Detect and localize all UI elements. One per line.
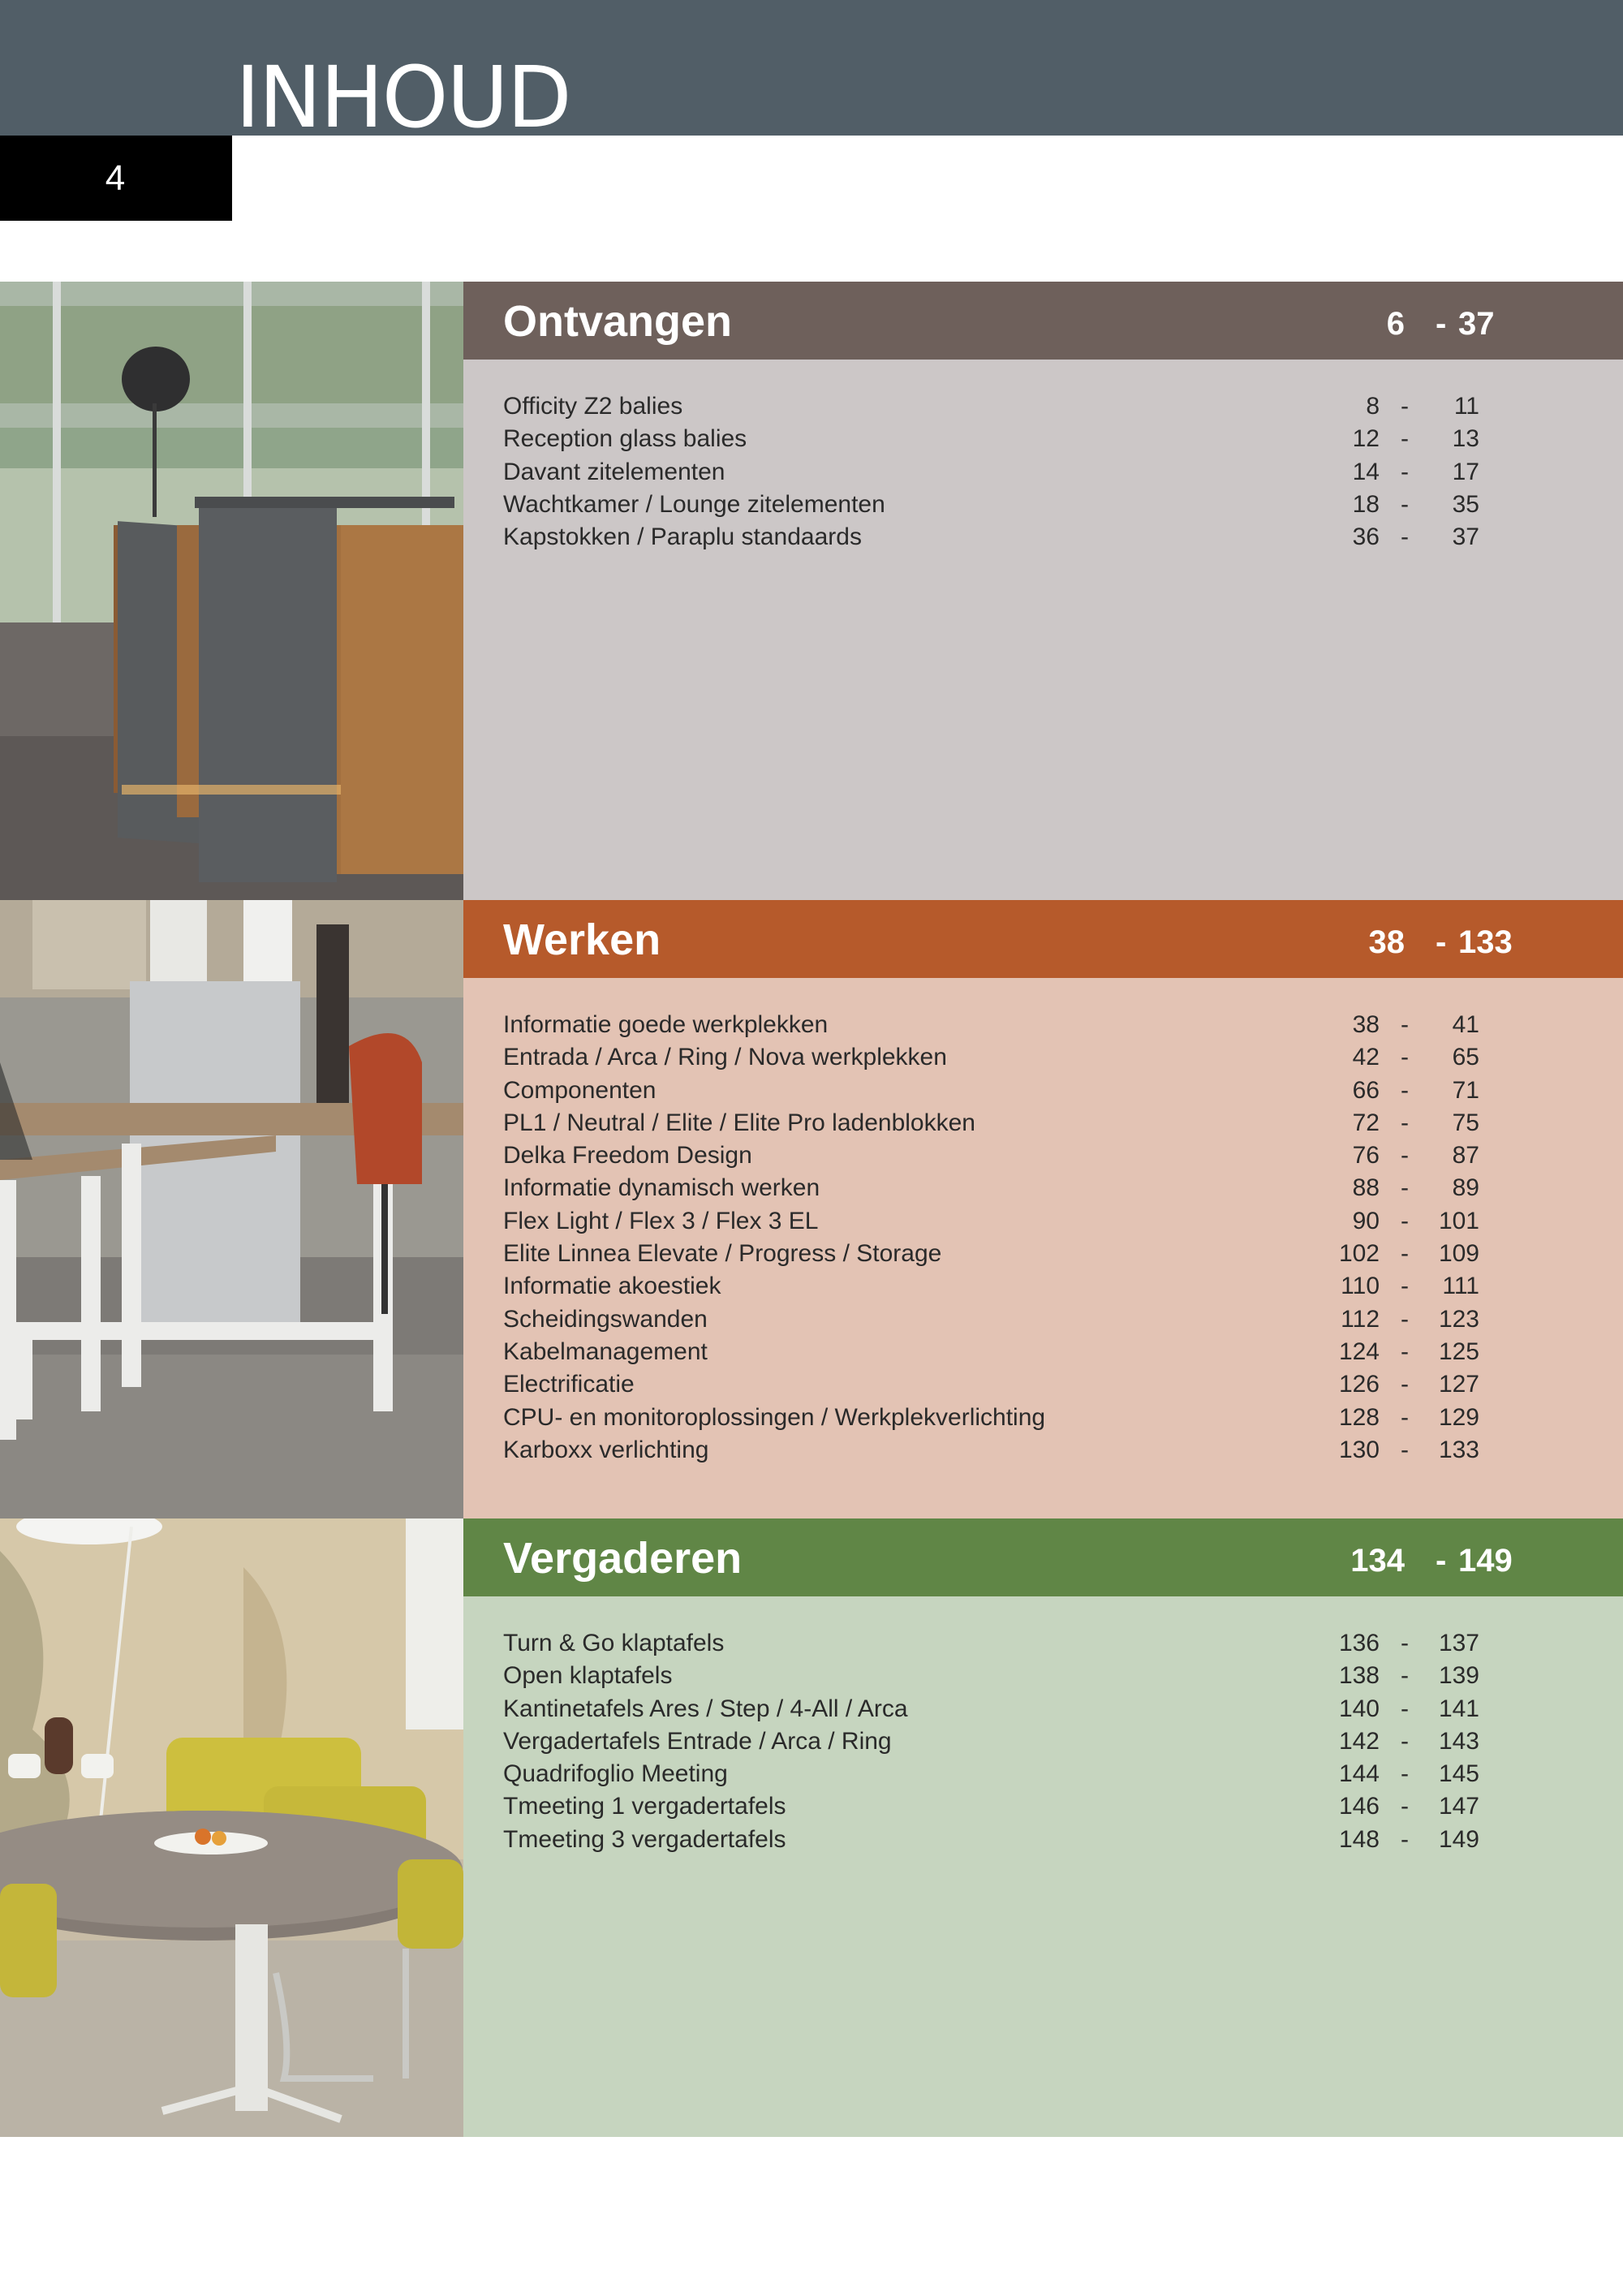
- toc-page-to: 125: [1438, 1338, 1479, 1365]
- toc-item-label: Reception glass balies: [503, 425, 747, 453]
- toc-page-from: 130: [1338, 1436, 1380, 1463]
- toc-page-dash: -: [1401, 1695, 1409, 1722]
- toc-page-from: 148: [1338, 1825, 1380, 1853]
- range-to: 37: [1458, 306, 1495, 342]
- toc-page-dash: -: [1401, 1044, 1409, 1071]
- toc-item-label: Kapstokken / Paraplu standaards: [503, 523, 862, 551]
- toc-page-from: 110: [1341, 1273, 1380, 1300]
- toc-page-dash: -: [1401, 1760, 1409, 1788]
- toc-item[interactable]: [503, 1208, 1591, 1240]
- toc-page-from: 36: [1352, 523, 1380, 551]
- range-from: 134: [1350, 1543, 1405, 1579]
- toc-item[interactable]: [503, 1728, 1591, 1760]
- toc-page-dash: -: [1401, 1142, 1409, 1170]
- toc-page-to: 141: [1438, 1695, 1479, 1722]
- toc-page-from: 8: [1366, 393, 1380, 420]
- toc-page-from: 146: [1338, 1793, 1380, 1820]
- section-body: [463, 282, 1623, 900]
- toc-item[interactable]: [503, 1044, 1591, 1076]
- section-header: [463, 900, 1623, 978]
- toc-item-label: Electrificatie: [503, 1371, 635, 1398]
- toc-page-from: 142: [1338, 1727, 1380, 1755]
- range-from: 38: [1368, 924, 1405, 960]
- toc-page-from: 90: [1352, 1207, 1380, 1234]
- toc-page-dash: -: [1401, 1273, 1409, 1300]
- toc-item[interactable]: [503, 1240, 1591, 1273]
- section-title: Ontvangen: [503, 297, 733, 346]
- toc-page-from: 72: [1352, 1109, 1380, 1136]
- toc-item-label: Kabelmanagement: [503, 1338, 708, 1365]
- toc-item[interactable]: [503, 1630, 1591, 1662]
- section-title: Vergaderen: [503, 1534, 743, 1583]
- reception-desk-photo: [0, 282, 463, 900]
- toc-page-to: 127: [1438, 1371, 1479, 1398]
- toc-page-to: 143: [1438, 1727, 1479, 1755]
- toc-page-from: 138: [1338, 1662, 1380, 1690]
- toc-page-to: 41: [1452, 1011, 1479, 1038]
- toc-item-label: Delka Freedom Design: [503, 1142, 752, 1170]
- section-panel: [463, 900, 1623, 1518]
- toc-page-from: 66: [1352, 1076, 1380, 1104]
- toc-page-from: 124: [1338, 1338, 1380, 1365]
- toc-item-label: PL1 / Neutral / Elite / Elite Pro ladenblokken: [503, 1109, 975, 1136]
- toc-page-from: 42: [1352, 1044, 1380, 1071]
- toc-page-from: 144: [1338, 1760, 1380, 1788]
- toc-item-label: Scheidingswanden: [503, 1305, 708, 1333]
- toc-page-from: 128: [1338, 1403, 1380, 1431]
- toc-page-dash: -: [1401, 1305, 1409, 1333]
- toc-page-to: 75: [1452, 1109, 1479, 1136]
- toc-page-dash: -: [1401, 1825, 1409, 1853]
- toc-page-dash: -: [1401, 1338, 1409, 1365]
- toc-item-label: Elite Linnea Elevate / Progress / Storage: [503, 1240, 942, 1268]
- section-panel: [463, 1518, 1623, 2137]
- toc-page-to: 89: [1452, 1174, 1479, 1202]
- toc-page-from: 12: [1352, 425, 1380, 453]
- page-number-box: [0, 136, 232, 221]
- toc-item-label: Open klaptafels: [503, 1662, 673, 1690]
- toc-item-label: Tmeeting 1 vergadertafels: [503, 1793, 786, 1820]
- toc-page-from: 140: [1338, 1695, 1380, 1722]
- section-panel: [463, 282, 1623, 900]
- section-ontvangen: [0, 282, 1623, 900]
- toc-item[interactable]: [503, 1437, 1591, 1469]
- toc-page-to: 101: [1438, 1207, 1479, 1234]
- toc-list: [503, 1011, 1591, 1469]
- toc-page-dash: -: [1401, 1076, 1409, 1104]
- range-from: 6: [1386, 306, 1405, 342]
- toc-list: [503, 393, 1591, 556]
- toc-item[interactable]: [503, 393, 1591, 425]
- toc-item-label: Flex Light / Flex 3 / Flex 3 EL: [503, 1207, 819, 1234]
- toc-page-to: 133: [1438, 1436, 1479, 1463]
- toc-item[interactable]: [503, 491, 1591, 523]
- office-desks-photo: [0, 900, 463, 1518]
- toc-page-to: 87: [1452, 1142, 1479, 1170]
- toc-page-from: 102: [1338, 1240, 1380, 1268]
- toc-item[interactable]: [503, 1338, 1591, 1371]
- toc-page-from: 136: [1338, 1630, 1380, 1656]
- range-dash: -: [1436, 1543, 1447, 1579]
- toc-item-label: Componenten: [503, 1076, 657, 1104]
- toc-item-label: Karboxx verlichting: [503, 1436, 709, 1463]
- toc-page-dash: -: [1401, 393, 1409, 420]
- toc-item-label: CPU- en monitoroplossingen / Werkplekverlichting: [503, 1403, 1046, 1431]
- toc-item[interactable]: [503, 1760, 1591, 1793]
- range-to: 149: [1458, 1543, 1513, 1579]
- toc-page-dash: -: [1401, 1793, 1409, 1820]
- toc-page-to: 109: [1438, 1240, 1479, 1268]
- toc-item[interactable]: [503, 1142, 1591, 1174]
- toc-item-label: Informatie goede werkplekken: [503, 1011, 829, 1038]
- toc-page-to: 147: [1438, 1793, 1479, 1820]
- toc-page-dash: -: [1401, 1436, 1409, 1463]
- toc-page-dash: -: [1401, 1662, 1409, 1690]
- toc-page-from: 126: [1338, 1371, 1380, 1398]
- toc-list: [503, 1630, 1591, 1859]
- toc-item-label: Informatie akoestiek: [503, 1273, 721, 1300]
- toc-page-from: 38: [1352, 1011, 1380, 1038]
- toc-item-label: Informatie dynamisch werken: [503, 1174, 820, 1202]
- toc-page-to: 145: [1438, 1760, 1479, 1788]
- toc-page-to: 11: [1453, 393, 1479, 420]
- toc-item[interactable]: [503, 1371, 1591, 1403]
- toc-item[interactable]: [503, 1695, 1591, 1728]
- toc-page-dash: -: [1401, 1174, 1409, 1202]
- toc-page-dash: -: [1401, 1207, 1409, 1234]
- toc-item[interactable]: [503, 1273, 1591, 1305]
- toc-item-label: Vergadertafels Entrade / Arca / Ring: [503, 1727, 892, 1755]
- section-header: [463, 1518, 1623, 1596]
- toc-item[interactable]: [503, 1826, 1591, 1859]
- toc-page-dash: -: [1401, 458, 1409, 485]
- toc-item[interactable]: [503, 1662, 1591, 1695]
- toc-page-dash: -: [1401, 1109, 1409, 1136]
- section-header: [463, 282, 1623, 360]
- section-title: Werken: [503, 915, 661, 964]
- section-vergaderen: [0, 1518, 1623, 2137]
- page-title: INHOUD: [235, 48, 570, 147]
- toc-page-to: 111: [1442, 1273, 1479, 1300]
- toc-page-to: 37: [1452, 523, 1479, 551]
- meeting-table-photo: [0, 1518, 463, 2137]
- toc-page-to: 137: [1438, 1630, 1479, 1656]
- toc-page-dash: -: [1401, 1403, 1409, 1431]
- toc-item[interactable]: [503, 1793, 1591, 1825]
- toc-page-dash: -: [1401, 1727, 1409, 1755]
- toc-item-label: Wachtkamer / Lounge zitelementen: [503, 490, 885, 518]
- toc-item[interactable]: [503, 1174, 1591, 1207]
- toc-page-dash: -: [1401, 1240, 1409, 1268]
- toc-page-to: 35: [1452, 490, 1479, 518]
- toc-item-label: Tmeeting 3 vergadertafels: [503, 1825, 786, 1853]
- toc-item[interactable]: [503, 1404, 1591, 1437]
- toc-item[interactable]: [503, 523, 1591, 556]
- range-dash: -: [1436, 306, 1447, 342]
- toc-page-from: 76: [1352, 1142, 1380, 1170]
- toc-page-to: 65: [1452, 1044, 1479, 1071]
- toc-page-to: 13: [1452, 425, 1479, 453]
- toc-item-label: Kantinetafels Ares / Step / 4-All / Arca: [503, 1695, 908, 1722]
- toc-page-from: 14: [1352, 458, 1380, 485]
- range-to: 133: [1458, 924, 1513, 960]
- toc-page-from: 88: [1352, 1174, 1380, 1202]
- page-number: 4: [105, 157, 126, 198]
- toc-page-from: 112: [1341, 1305, 1380, 1333]
- section-werken: [0, 900, 1623, 1518]
- toc-item[interactable]: [503, 1306, 1591, 1338]
- toc-item[interactable]: [503, 1077, 1591, 1109]
- toc-item-label: Davant zitelementen: [503, 458, 725, 485]
- toc-item-label: Quadrifoglio Meeting: [503, 1760, 728, 1788]
- toc-page-from: 18: [1352, 490, 1380, 518]
- toc-page-to: 139: [1438, 1662, 1479, 1690]
- toc-item[interactable]: [503, 1109, 1591, 1142]
- toc-page-to: 149: [1438, 1825, 1479, 1853]
- toc-item-label: Turn & Go klaptafels: [503, 1630, 725, 1656]
- toc-page-dash: -: [1401, 1371, 1409, 1398]
- toc-page-dash: -: [1401, 523, 1409, 551]
- toc-page-to: 129: [1438, 1403, 1479, 1431]
- toc-page-to: 123: [1438, 1305, 1479, 1333]
- toc-page-dash: -: [1401, 425, 1409, 453]
- toc-page-to: 17: [1452, 458, 1479, 485]
- toc-item[interactable]: [503, 425, 1591, 458]
- toc-item[interactable]: [503, 459, 1591, 491]
- toc-page-dash: -: [1401, 1011, 1409, 1038]
- toc-item-label: Entrada / Arca / Ring / Nova werkplekken: [503, 1044, 947, 1071]
- toc-page-dash: -: [1401, 1630, 1409, 1656]
- toc-item-label: Officity Z2 balies: [503, 393, 683, 420]
- toc-item[interactable]: [503, 1011, 1591, 1044]
- range-dash: -: [1436, 924, 1447, 960]
- toc-page-to: 71: [1452, 1076, 1479, 1104]
- toc-page-dash: -: [1401, 490, 1409, 518]
